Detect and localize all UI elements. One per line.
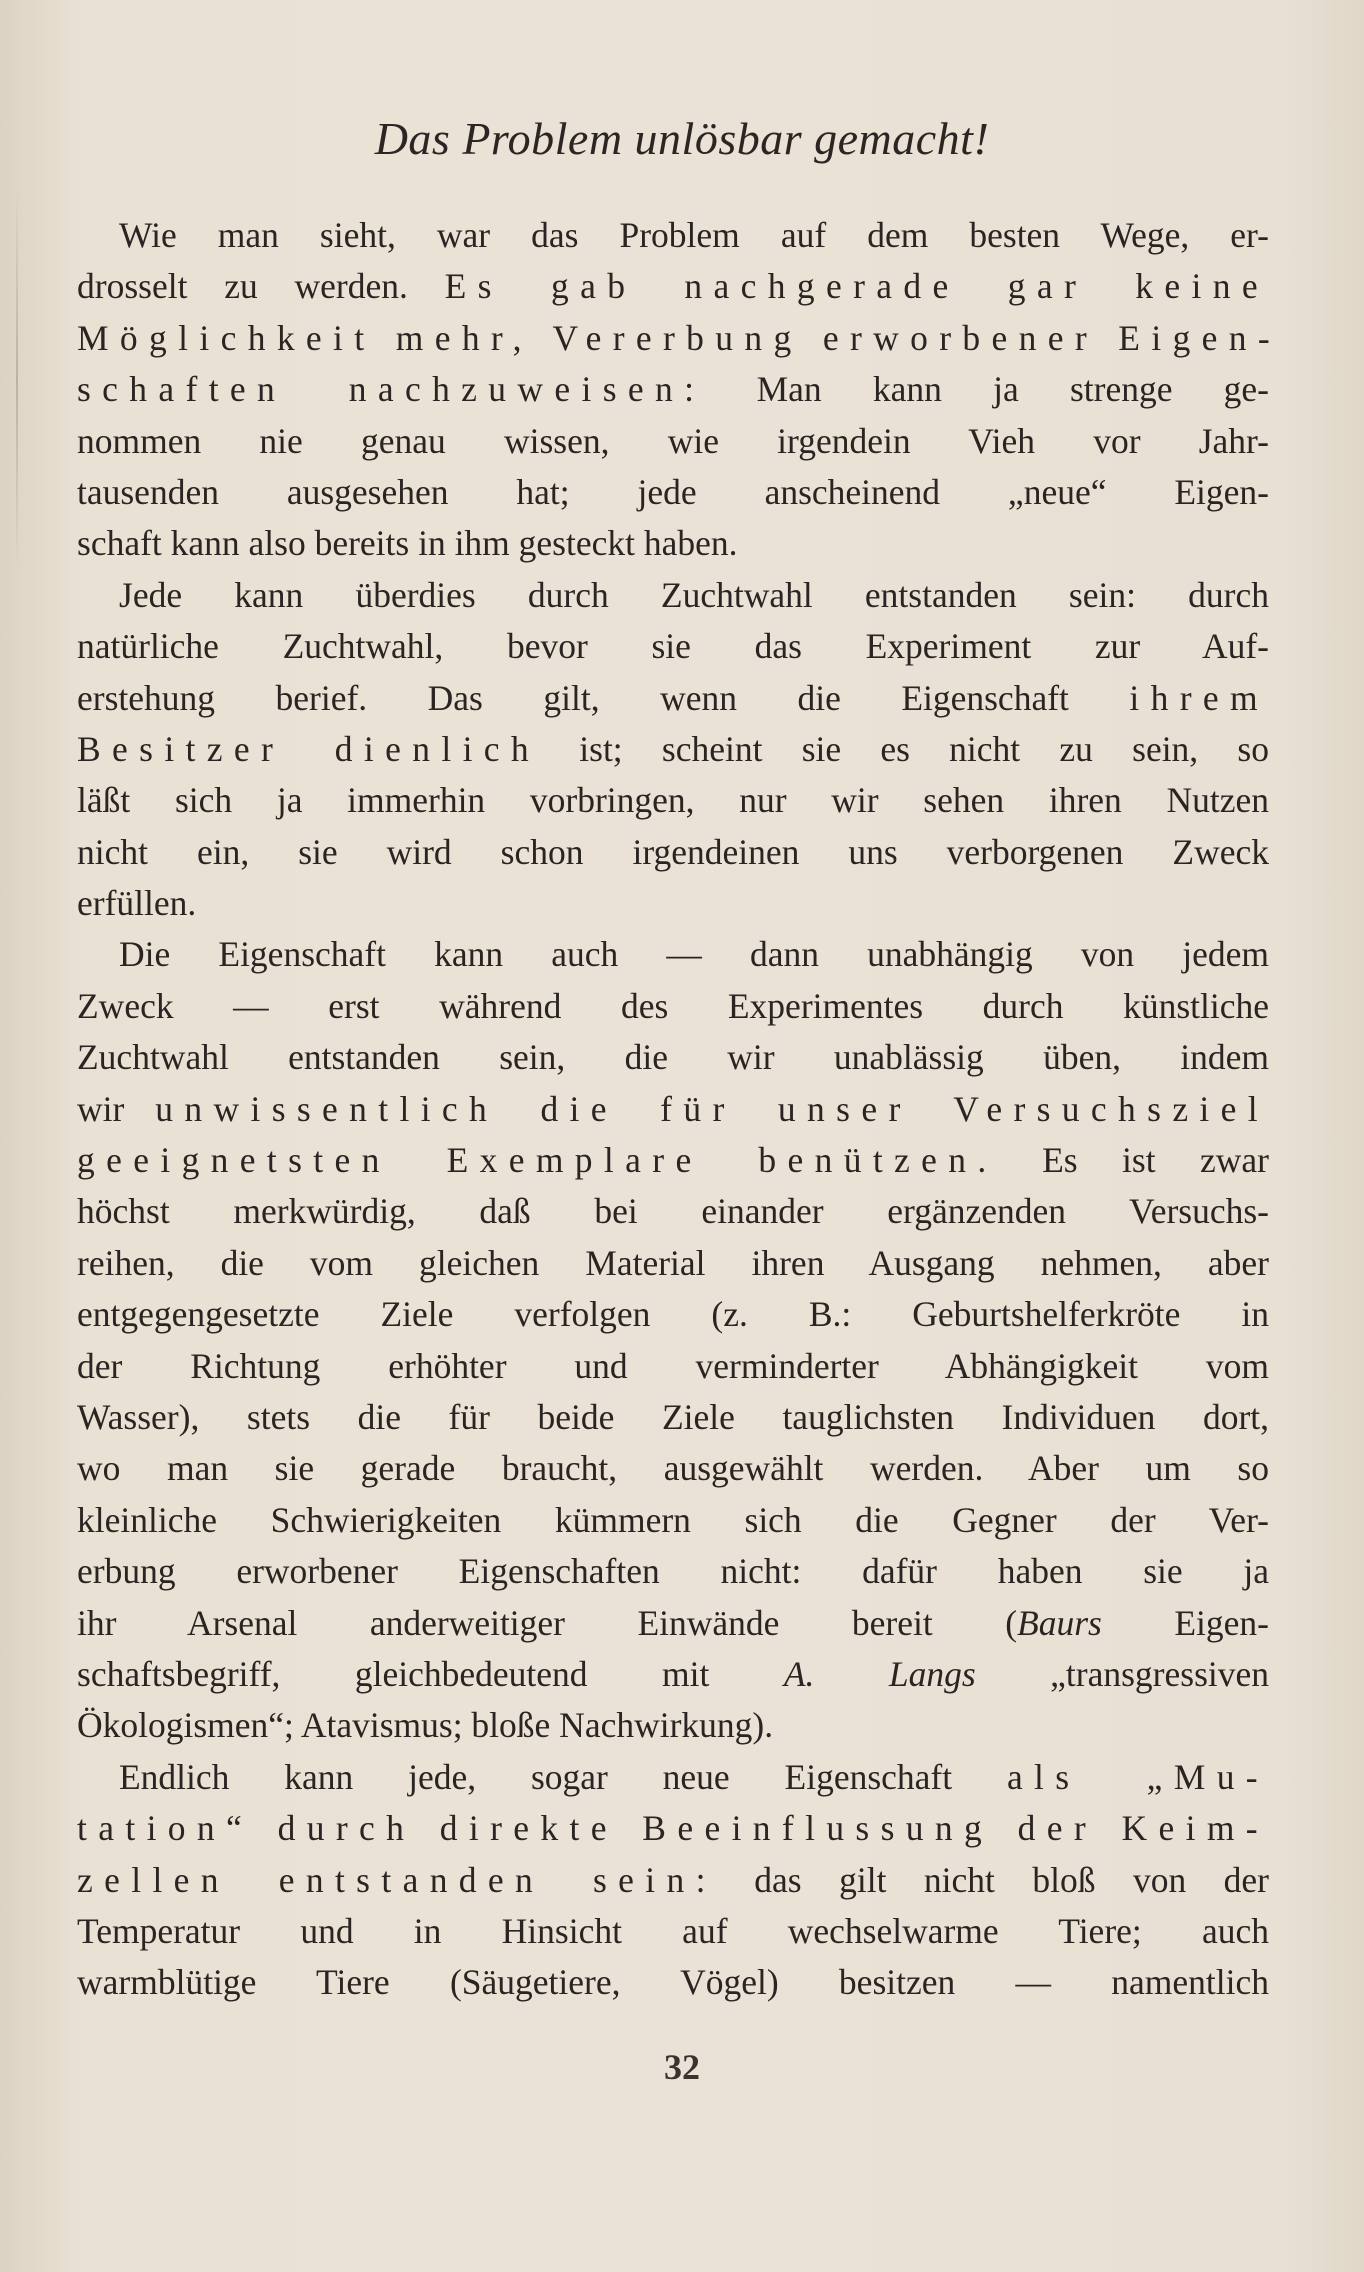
body-text: [77, 210, 1282, 2009]
text-run: drosselt zu werden.: [77, 266, 445, 307]
spaced-emphasis: Besitzer dienlich: [77, 728, 541, 769]
text-line: [77, 1135, 1269, 1186]
text-run: warmblütige Tiere (Säugetiere, Vögel) besitzen — namentlich: [77, 1962, 1269, 2003]
text-run: nicht ein, sie wird schon irgendeinen uns verborgenen Zweck: [77, 831, 1269, 872]
spaced-emphasis: als „Mu-: [1006, 1756, 1269, 1797]
text-line: [77, 878, 1269, 929]
text-run: erfüllen.: [77, 883, 197, 924]
text-run: tausenden ausgesehen hat; jede anscheinend „neue“ Eigen-: [77, 471, 1269, 512]
text-run: schaftsbegriff, gleichbedeutend mit: [77, 1653, 784, 1694]
text-line: [77, 1855, 1269, 1906]
text-line: [77, 210, 1269, 261]
text-run: Es ist zwar: [997, 1140, 1269, 1181]
italic-name: Baurs: [1017, 1602, 1102, 1643]
page-edge-shadow: [16, 185, 18, 575]
text-line: [77, 518, 1269, 569]
text-run: Zweck — erst während des Experimentes durch künstliche: [77, 985, 1269, 1026]
text-run: Temperatur und in Hinsicht auf wechselwarme Tiere; auch: [77, 1910, 1269, 1951]
text-line: [77, 1443, 1269, 1494]
spaced-emphasis: tation“ durch direkte Beeinflussung der Keim-: [77, 1808, 1269, 1849]
spaced-emphasis: ihrem: [1129, 677, 1269, 718]
text-run: erbung erworbener Eigenschaften nicht: dafür haben sie ja: [77, 1551, 1269, 1592]
text-run: Wie man sieht, war das Problem auf dem besten Wege, er-: [119, 215, 1269, 255]
text-run: schaft kann also bereits in ihm gesteckt haben.: [77, 523, 738, 564]
text-line: [77, 981, 1269, 1032]
text-run: erstehung berief. Das gilt, wenn die Eigenschaft: [77, 677, 1130, 718]
text-run: höchst merkwürdig, daß bei einander ergänzenden Versuchs-: [77, 1191, 1269, 1232]
text-line: [77, 1186, 1269, 1237]
text-run: der Richtung erhöhter und verminderter Abhängigkeit vom: [77, 1345, 1269, 1386]
spaced-emphasis: schaften nachzuweisen:: [77, 369, 706, 410]
text-run: Man kann ja strenge ge-: [705, 369, 1269, 410]
text-run: das gilt nicht bloß von der: [716, 1859, 1269, 1900]
text-run: Wasser), stets die für beide Ziele tauglichsten Individuen dort,: [77, 1396, 1269, 1437]
running-head: Das Problem unlösbar gemacht!: [374, 113, 990, 164]
text-run: kleinliche Schwierigkeiten kümmern sich die Gegner der Ver-: [77, 1499, 1269, 1540]
text-line: [77, 416, 1269, 467]
text-run: Jede kann überdies durch Zuchtwahl entstanden sein: durch: [119, 574, 1269, 615]
spaced-emphasis: unwissentlich die für unser Versuchsziel: [155, 1088, 1269, 1129]
spaced-emphasis: Es gab nachgerade gar keine: [444, 266, 1269, 307]
text-line: [77, 1700, 1269, 1751]
page-number: 32: [664, 2047, 700, 2087]
spaced-emphasis: Möglichkeit mehr, Vererbung erworbener Eigen-: [77, 317, 1282, 358]
text-run: nommen nie genau wissen, wie irgendein Vieh vor Jahr-: [77, 420, 1269, 461]
text-run: läßt sich ja immerhin vorbringen, nur wir sehen ihren Nutzen: [77, 780, 1269, 821]
text-line: [77, 467, 1269, 518]
text-line: [77, 313, 1282, 364]
text-line: [77, 1546, 1269, 1597]
text-line: [77, 1906, 1269, 1957]
text-line: [77, 1084, 1269, 1135]
text-run: wir: [77, 1088, 156, 1129]
text-run: ihr Arsenal anderweitiger Einwände bereit (: [77, 1602, 1018, 1643]
text-run: wo man sie gerade braucht, ausgewählt werden. Aber um so: [77, 1448, 1269, 1489]
text-line: [77, 570, 1269, 621]
text-run: Ökologismen“; Atavismus; bloße Nachwirkung).: [77, 1705, 774, 1746]
text-line: [77, 1598, 1269, 1649]
text-line: [77, 1289, 1269, 1340]
text-line: [77, 1957, 1269, 2008]
text-run: „transgressiven: [975, 1653, 1269, 1694]
spaced-emphasis: zellen entstanden sein:: [77, 1859, 717, 1900]
spaced-emphasis: geeignetsten Exemplare benützen.: [77, 1140, 998, 1181]
text-line: [77, 775, 1269, 826]
text-line: [77, 1495, 1269, 1546]
italic-name: A. Langs: [783, 1653, 976, 1694]
text-run: Eigen-: [1101, 1602, 1269, 1643]
text-run: Endlich kann jede, sogar neue Eigenschaft: [119, 1756, 1007, 1797]
text-line: [77, 1803, 1269, 1854]
text-run: reihen, die vom gleichen Material ihren Ausgang nehmen, aber: [77, 1242, 1269, 1283]
text-line: [77, 364, 1269, 415]
text-run: natürliche Zuchtwahl, bevor sie das Experiment zur Auf-: [77, 626, 1269, 667]
text-line: [77, 724, 1269, 775]
text-line: [77, 261, 1269, 312]
text-line: [77, 1392, 1269, 1443]
text-line: [77, 1032, 1269, 1083]
text-line: [77, 827, 1269, 878]
text-run: ist; scheint sie es nicht zu sein, so: [540, 728, 1269, 769]
text-line: [77, 1752, 1269, 1803]
text-run: Die Eigenschaft kann auch — dann unabhängig von jedem: [119, 934, 1269, 975]
text-line: [77, 673, 1269, 724]
text-line: [77, 621, 1269, 672]
text-line: [77, 1649, 1269, 1700]
text-run: entgegengesetzte Ziele verfolgen (z. B.: Geburtshelferkröte in: [77, 1294, 1269, 1335]
text-line: [77, 1341, 1269, 1392]
text-line: [77, 1238, 1269, 1289]
text-line: [77, 929, 1269, 980]
text-run: Zuchtwahl entstanden sein, die wir unablässig üben, indem: [77, 1037, 1269, 1078]
